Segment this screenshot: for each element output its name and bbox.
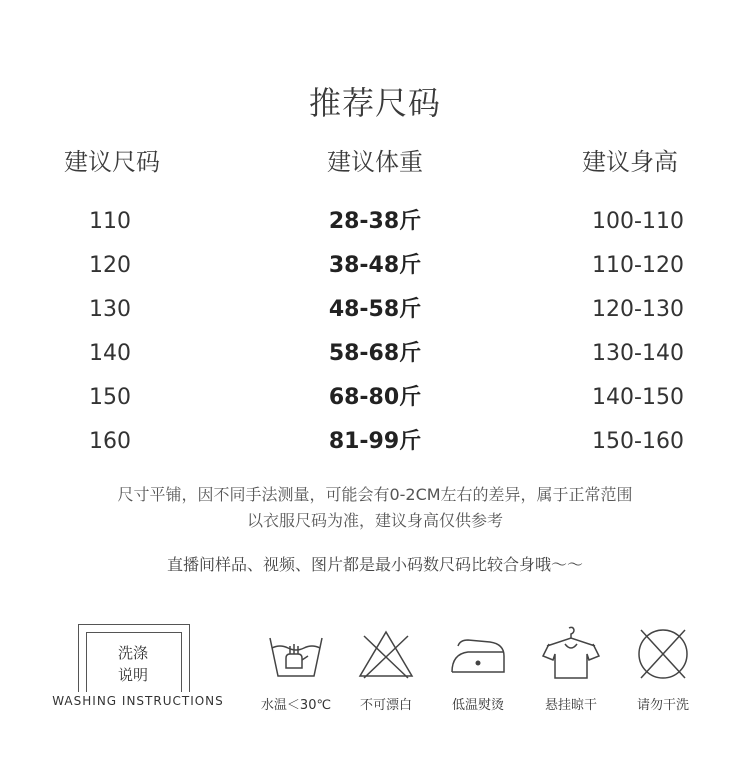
table-row: [0, 420, 750, 464]
size-cell: 110: [89, 209, 131, 234]
no-bleach-icon: [354, 624, 418, 682]
low-iron-icon: [446, 624, 510, 682]
height-cell: 130-140: [592, 341, 684, 366]
size-cell: 150: [89, 385, 131, 410]
height-cell: 100-110: [592, 209, 684, 234]
size-cell: 120: [89, 253, 131, 278]
care-label: 不可漂白: [359, 698, 412, 713]
header-height: 建议身高: [582, 148, 678, 176]
weight-cell: 81-99斤: [328, 429, 422, 454]
page-title: 推荐尺码: [308, 84, 441, 122]
height-cell: 110-120: [592, 253, 684, 278]
no-dry-clean-icon: [631, 624, 695, 682]
measurement-note: 尺寸平铺，因不同手法测量，可能会有0-2CM左右的差异，属于正常范围: [117, 485, 633, 504]
care-item-hand-wash: [250, 624, 342, 724]
weight-cell: 28-38斤: [328, 209, 422, 234]
table-row: [0, 200, 750, 244]
care-label: 请勿干洗: [636, 698, 689, 713]
sample-size-note: 直播间样品、视频、图片都是最小码数尺码比较合身哦～～: [166, 555, 583, 574]
care-item-hang-dry: [525, 624, 617, 724]
weight-cell: 58-68斤: [328, 341, 422, 366]
hand-wash-icon: [264, 624, 328, 682]
size-cell: 130: [89, 297, 131, 322]
size-cell: 140: [89, 341, 131, 366]
table-row: [0, 376, 750, 420]
washing-instructions-badge: [50, 624, 224, 734]
weight-cell: 48-58斤: [328, 297, 422, 322]
hang-dry-icon: [539, 624, 603, 682]
care-label: 低温熨烫: [451, 698, 504, 713]
header-weight: 建议体重: [327, 148, 423, 176]
badge-cn-line2: 说明: [117, 666, 148, 684]
care-item-no-bleach: [340, 624, 432, 724]
height-cell: 120-130: [592, 297, 684, 322]
height-reference-note: 以衣服尺码为准，建议身高仅供参考: [246, 511, 503, 530]
badge-cn-line1: 洗涤: [117, 644, 148, 662]
height-cell: 140-150: [592, 385, 684, 410]
badge-en-label: WASHING INSTRUCTIONS: [50, 692, 226, 710]
header-size: 建议尺码: [64, 148, 160, 176]
weight-cell: 68-80斤: [328, 385, 422, 410]
height-cell: 150-160: [592, 429, 684, 454]
weight-cell: 38-48斤: [328, 253, 422, 278]
badge-cn-label: [78, 642, 188, 686]
care-label: 水温＜30℃: [260, 698, 332, 713]
care-item-no-dry-clean: [617, 624, 709, 724]
table-row: [0, 288, 750, 332]
care-label: 悬挂晾干: [544, 698, 597, 713]
size-cell: 160: [89, 429, 131, 454]
table-row: [0, 244, 750, 288]
care-item-low-iron: [432, 624, 524, 724]
table-row: [0, 332, 750, 376]
